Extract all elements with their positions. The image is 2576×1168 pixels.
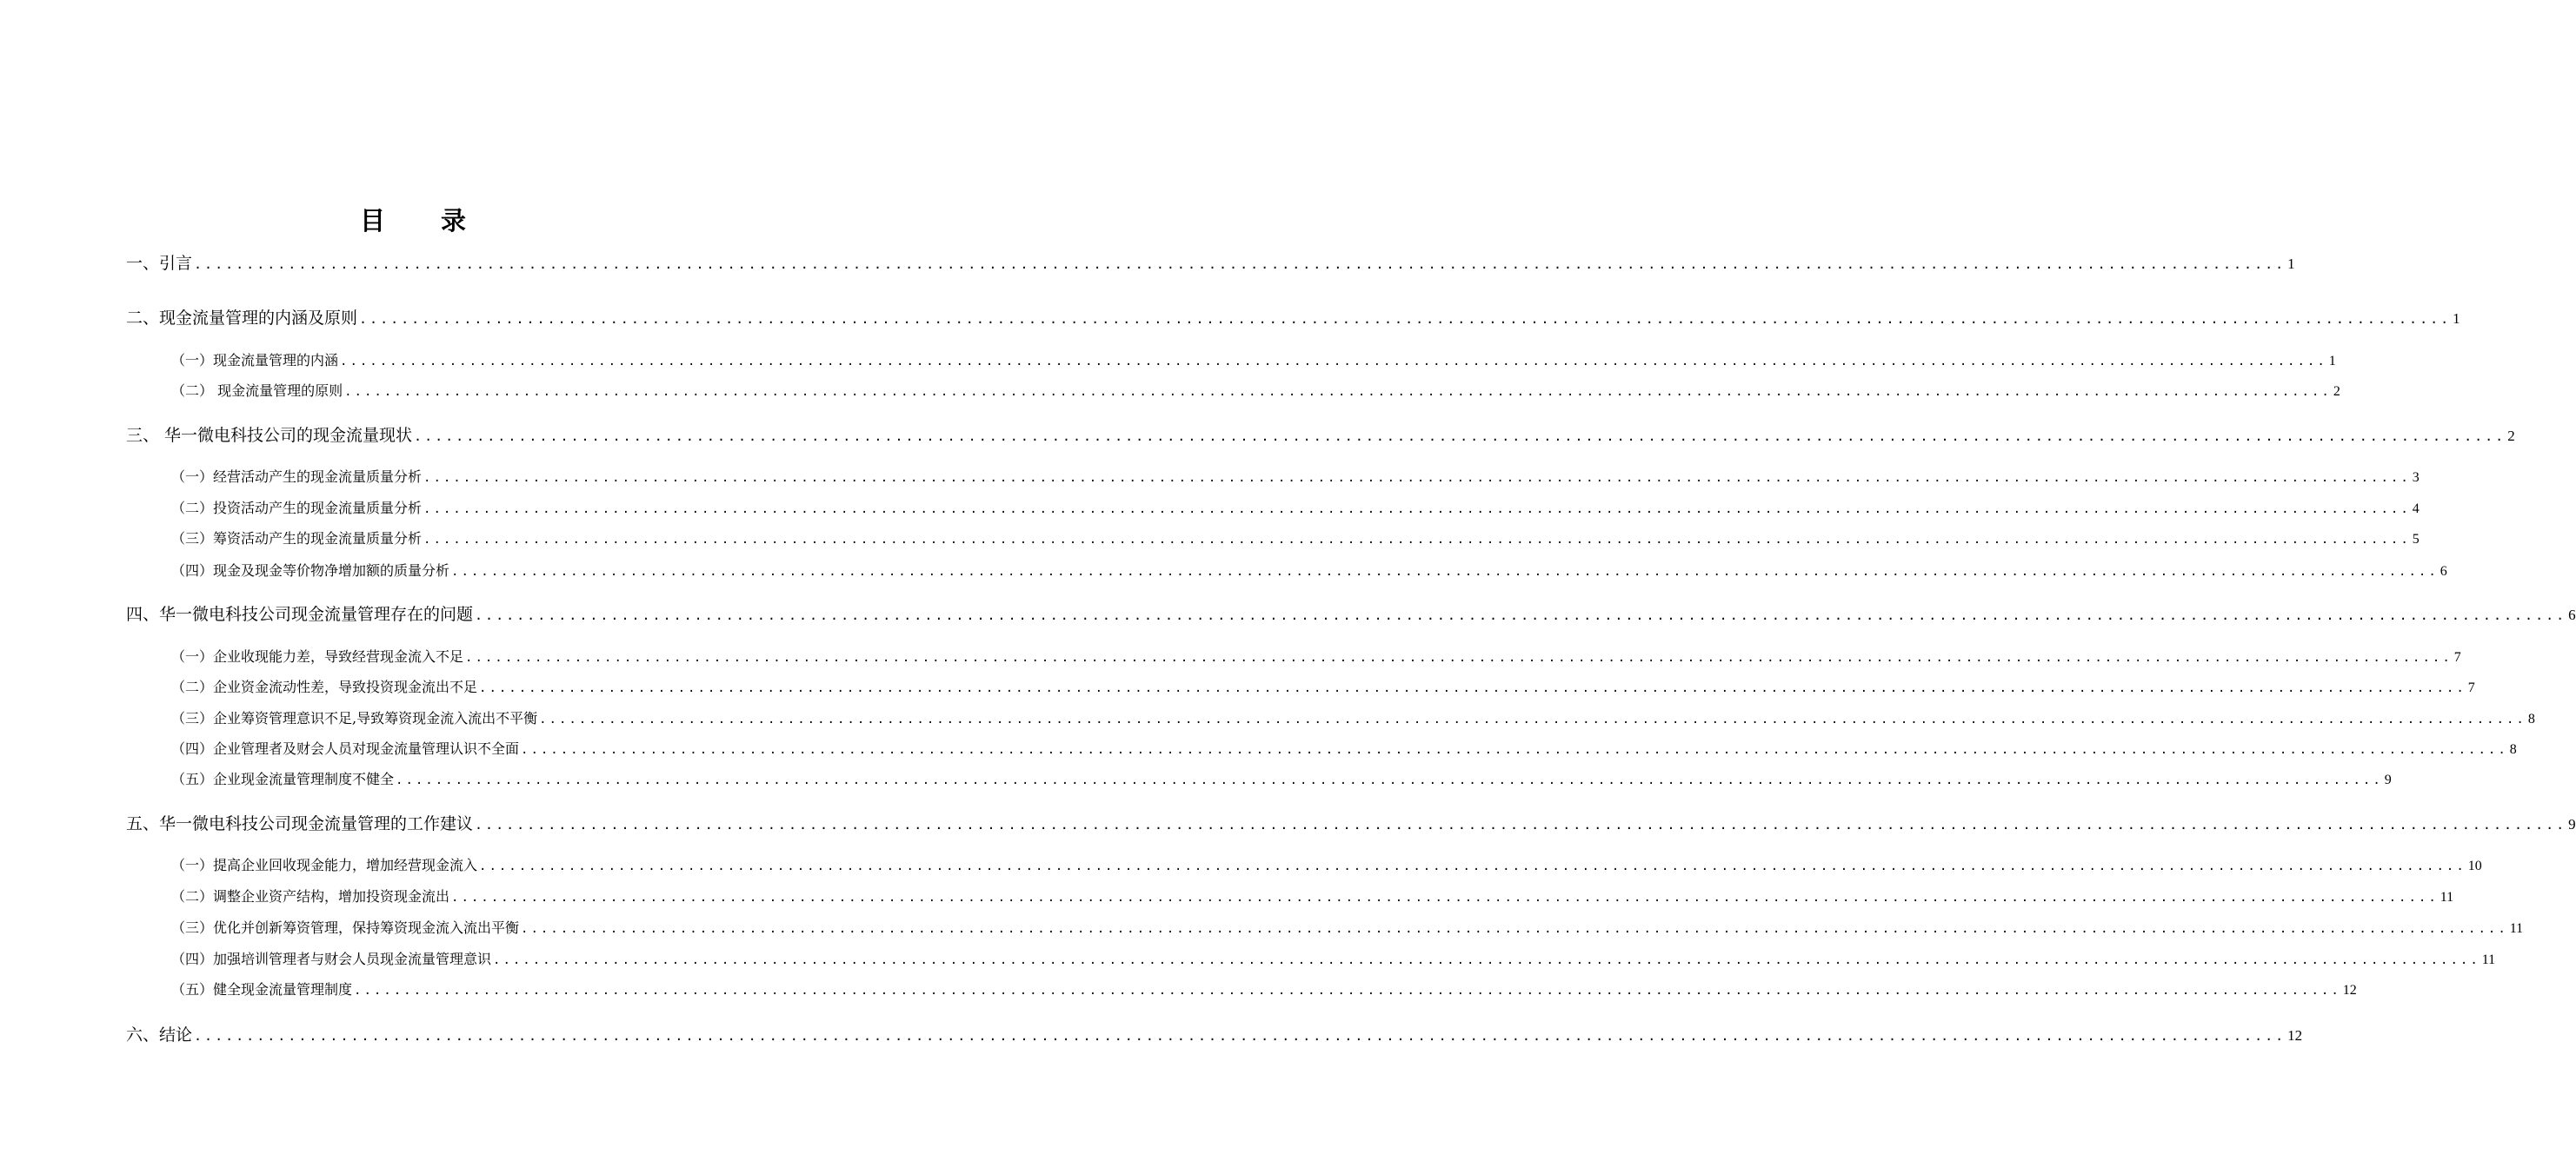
toc-entry-label: （二）企业资金流动性差，导致投资现金流出不足: [171, 679, 478, 695]
toc-entry-label: 六、结论: [126, 1025, 193, 1045]
toc-leader-dots: ........................................................................................................................................................................................................: [344, 385, 2332, 399]
toc-entry-label: 二、现金流量管理的内涵及原则: [126, 309, 358, 328]
toc-entry-label: 五、华一微电科技公司现金流量管理的工作建议: [126, 814, 474, 833]
toc-entry-label: （四）企业管理者及财会人员对现金流量管理认识不全面: [171, 740, 520, 757]
toc-entry-2-2[interactable]: [171, 380, 2340, 400]
toc-entry-3-2[interactable]: [171, 497, 2420, 517]
toc-page-number: 5: [2412, 532, 2420, 547]
toc-leader-dots: ........................................................................................................................................................................................................: [340, 355, 2327, 368]
toc-entry-4-4[interactable]: [171, 738, 2517, 758]
toc-leader-dots: ........................................................................................................................................................................................................: [194, 256, 2286, 272]
toc-leader-dots: ........................................................................................................................................................................................................: [479, 681, 2466, 695]
toc-leader-dots: ........................................................................................................................................................................................................: [475, 607, 2567, 623]
toc-entry-label: （四）加强培训管理者与财会人员现金流量管理意识: [171, 951, 492, 967]
toc-page-number: 8: [2509, 742, 2517, 757]
toc-entry-label: 一、引言: [126, 254, 193, 273]
toc-entry-3-4[interactable]: [171, 560, 2447, 580]
toc-page-number: 12: [2287, 1027, 2303, 1044]
toc-entry-label: （五）企业现金流量管理制度不健全: [171, 771, 395, 787]
toc-page-number: 1: [2287, 256, 2295, 272]
toc-page-number: 9: [2568, 816, 2576, 833]
toc-leader-dots: ........................................................................................................................................................................................................: [479, 859, 2466, 873]
toc-entry-3-3[interactable]: [171, 528, 2420, 548]
toc-page-number: 6: [2568, 607, 2576, 623]
toc-entry-4-2[interactable]: [171, 676, 2475, 696]
toc-leader-dots: ........................................................................................................................................................................................................: [475, 817, 2567, 833]
toc-entry-conclusion[interactable]: [126, 1022, 2303, 1045]
toc-page-number: 11: [2481, 952, 2496, 967]
toc-leader-dots: ........................................................................................................................................................................................................: [423, 533, 2411, 547]
toc-page-number: 6: [2440, 564, 2447, 579]
toc-entry-2-1[interactable]: [171, 349, 2336, 369]
toc-leader-dots: ........................................................................................................................................................................................................: [451, 565, 2439, 579]
toc-page-number: 3: [2412, 470, 2420, 485]
toc-entry-3-1[interactable]: [171, 466, 2420, 486]
toc-entry-5-5[interactable]: [171, 979, 2357, 999]
toc-leader-dots: ........................................................................................................................................................................................................: [521, 743, 2508, 757]
toc-entry-4-1[interactable]: [171, 646, 2461, 666]
toc-entry-label: （五）健全现金流量管理制度: [171, 981, 353, 998]
toc-entry-section-5[interactable]: [126, 811, 2576, 834]
toc-page-number: 1: [2328, 354, 2336, 368]
toc-page-number: 12: [2342, 983, 2357, 998]
toc-leader-dots: ........................................................................................................................................................................................................: [359, 311, 2452, 327]
toc-page-number: 11: [2509, 921, 2524, 936]
toc-leader-dots: ........................................................................................................................................................................................................: [414, 428, 2506, 444]
toc-page-number: 2: [2507, 428, 2515, 444]
toc-title: 目 录: [359, 206, 490, 236]
toc-entry-4-3[interactable]: [171, 707, 2535, 727]
toc-entry-section-3[interactable]: [126, 422, 2515, 446]
toc-entry-section-4[interactable]: [126, 601, 2576, 625]
toc-leader-dots: ........................................................................................................................................................................................................: [451, 891, 2439, 905]
toc-entry-5-1[interactable]: [171, 854, 2482, 874]
toc-page-number: 8: [2527, 712, 2535, 727]
toc-leader-dots: ........................................................................................................................................................................................................: [423, 471, 2411, 485]
toc-entry-label: （二）调整企业资产结构，增加投资现金流出: [171, 888, 450, 905]
toc-leader-dots: ........................................................................................................................................................................................................: [194, 1028, 2286, 1044]
toc-entry-label: （一）提高企业回收现金能力，增加经营现金流入: [171, 857, 478, 873]
toc-entry-5-4[interactable]: [171, 948, 2496, 968]
toc-page-number: 7: [2453, 650, 2461, 665]
toc-entry-label: 四、华一微电科技公司现金流量管理存在的问题: [126, 605, 474, 624]
toc-entry-label: 三、 华一微电科技公司的现金流量现状: [126, 426, 413, 445]
toc-entry-label: （二）投资活动产生的现金流量质量分析: [171, 500, 423, 516]
toc-entry-5-3[interactable]: [171, 917, 2524, 937]
toc-entry-section-2[interactable]: [126, 305, 2460, 328]
toc-entry-label: （三）筹资活动产生的现金流量质量分析: [171, 530, 423, 547]
toc-leader-dots: ........................................................................................................................................................................................................: [521, 922, 2508, 936]
toc-entry-intro[interactable]: [126, 250, 2295, 274]
toc-entry-label: （一）经营活动产生的现金流量质量分析: [171, 468, 423, 485]
toc-entry-label: （一）现金流量管理的内涵: [171, 352, 339, 368]
toc-page-number: 7: [2467, 680, 2475, 695]
toc-leader-dots: ........................................................................................................................................................................................................: [396, 773, 2383, 787]
toc-leader-dots: ........................................................................................................................................................................................................: [465, 651, 2453, 665]
toc-page-number: 2: [2333, 384, 2340, 399]
toc-page-number: 4: [2412, 501, 2420, 516]
toc-entry-4-5[interactable]: [171, 768, 2392, 788]
toc-entry-label: （二） 现金流量管理的原则: [171, 382, 343, 399]
toc-leader-dots: ........................................................................................................................................................................................................: [493, 953, 2480, 967]
toc-entry-5-2[interactable]: [171, 886, 2454, 906]
toc-page-number: 9: [2384, 773, 2392, 787]
toc-entry-label: （四）现金及现金等价物净增加额的质量分析: [171, 562, 450, 579]
toc-entry-label: （三）企业筹资管理意识不足,导致筹资现金流入流出不平衡: [171, 710, 538, 727]
toc-page-number: 10: [2467, 859, 2482, 873]
toc-leader-dots: ........................................................................................................................................................................................................: [354, 984, 2341, 998]
toc-leader-dots: ........................................................................................................................................................................................................: [539, 713, 2526, 727]
toc-page-number: 11: [2440, 890, 2454, 905]
toc-page-number: 1: [2453, 310, 2460, 327]
toc-entry-label: （三）优化并创新筹资管理，保持筹资现金流入流出平衡: [171, 919, 520, 936]
toc-leader-dots: ........................................................................................................................................................................................................: [423, 502, 2411, 516]
toc-entry-label: （一）企业收现能力差，导致经营现金流入不足: [171, 648, 464, 665]
